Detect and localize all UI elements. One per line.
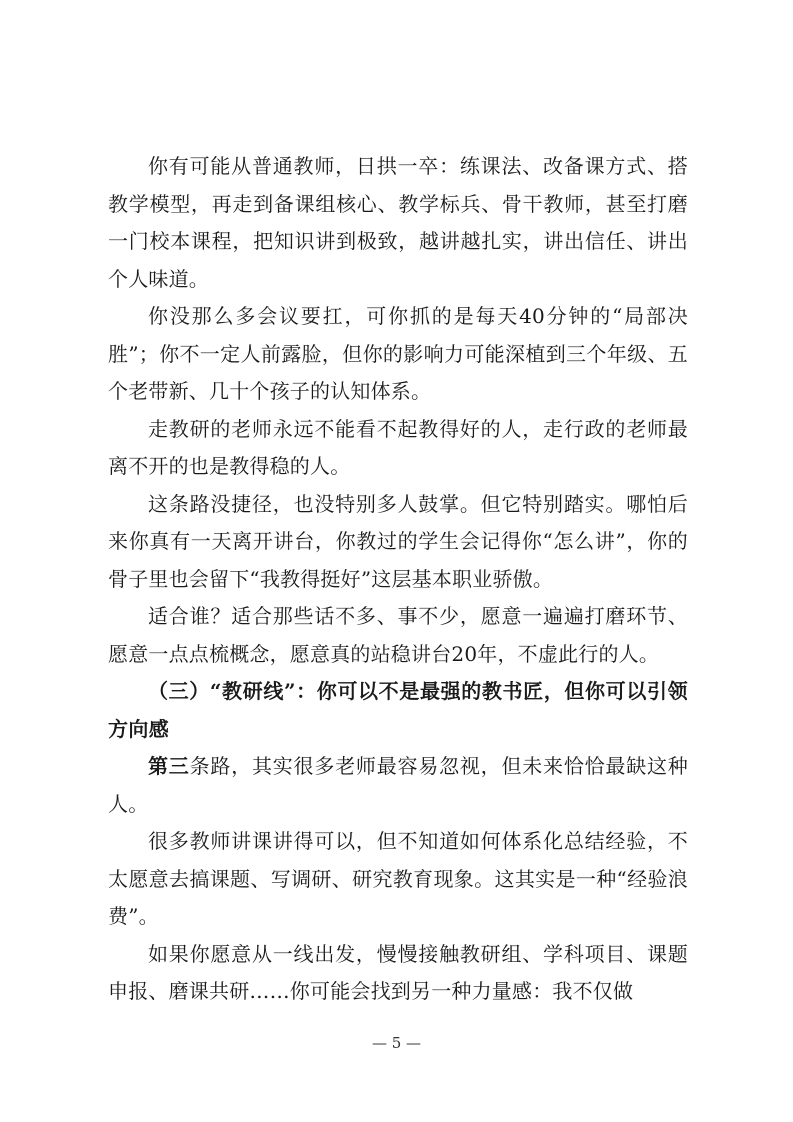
paragraph-text: 条路，其实很多老师最容易忽视，但未来恰恰最缺这种人。 <box>108 754 688 816</box>
paragraph: 适合谁？适合那些话不多、事不少，愿意一遍遍打磨环节、愿意一点点梳概念，愿意真的站稳讲台20年，不虚此行的人。 <box>108 604 688 666</box>
paragraph: 你没那么多会议要扛，可你抓的是每天40分钟的“局部决胜”；你不一定人前露脸，但你的影响力可能深植到三个年级、五个老带新、几十个孩子的认知体系。 <box>108 304 688 403</box>
paragraph: 这条路没捷径，也没特别多人鼓掌。但它特别踏实。哪怕后来你真有一天离开讲台，你教过的学生会记得你“怎么讲”，你的骨子里也会留下“我教得挺好”这层基本职业骄傲。 <box>108 491 688 591</box>
section-heading: （三）“教研线”：你可以不是最强的教书匠，但你可以引领方向感 <box>108 679 688 741</box>
paragraph: 你有可能从普通教师，日拱一卒：练课法、改备课方式、搭教学模型，再走到备课组核心、教学标兵、骨干教师，甚至打磨一门校本课程，把知识讲到极致，越讲越扎实，讲出信任、讲出个人味道。 <box>108 154 688 291</box>
page-number: — 5 — <box>371 1034 422 1052</box>
paragraph: 走教研的老师永远不能看不起教得好的人，走行政的老师最离不开的也是教得稳的人。 <box>108 416 688 478</box>
document-body <box>108 148 688 1011</box>
paragraph <box>108 748 688 823</box>
paragraph: 如果你愿意从一线出发，慢慢接触教研组、学科项目、课题申报、磨课共研……你可能会找到另一种力量感：我不仅做 <box>108 941 688 1003</box>
paragraph: 很多教师讲课讲得可以，但不知道如何体系化总结经验，不太愿意去搞课题、写调研、研究教育现象。这其实是一种“经验浪费”。 <box>108 829 688 928</box>
section-lead: 第三 <box>148 754 190 778</box>
